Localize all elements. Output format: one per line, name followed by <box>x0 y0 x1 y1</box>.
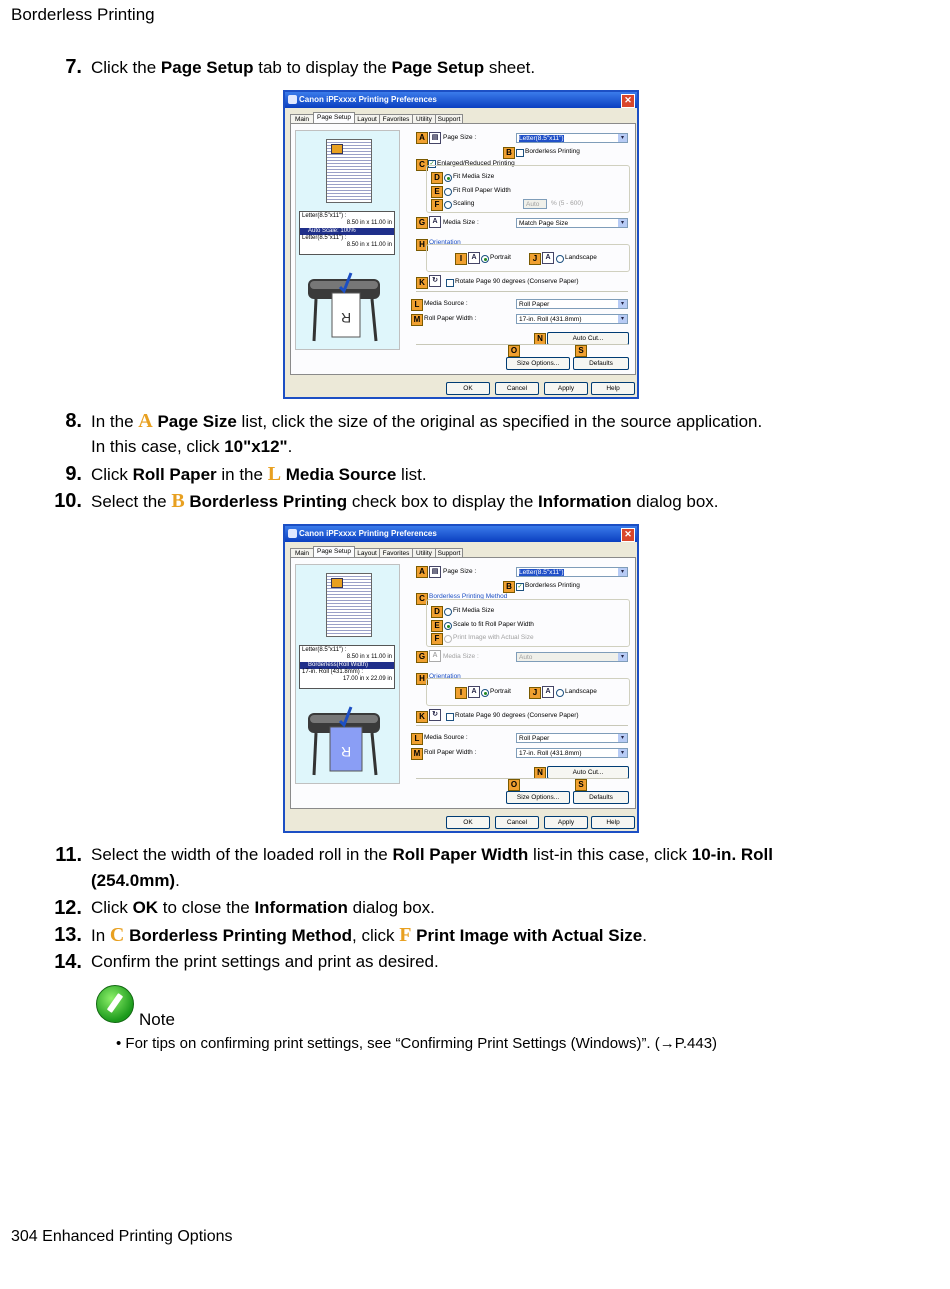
media-size-icon: A <box>429 650 441 662</box>
landscape-label: Landscape <box>565 254 597 261</box>
dialog-title: Canon iPFxxxx Printing Preferences <box>299 95 437 104</box>
help-button[interactable]: Help <box>591 382 635 395</box>
label-f-icon: F <box>431 199 443 211</box>
step-text: list-in this case, click <box>528 845 692 864</box>
label-c-icon: C <box>416 159 428 171</box>
step-text: dialog box. <box>631 492 719 511</box>
step-bold: Borderless Printing Method <box>124 926 352 945</box>
rotate-checkbox[interactable] <box>446 279 454 287</box>
label-l-icon: L <box>411 733 423 745</box>
step-number: 9. <box>65 463 82 485</box>
size-info-box <box>299 645 395 689</box>
step-bold: Borderless Printing <box>184 492 348 511</box>
actual-size-label: Print Image with Actual Size <box>453 634 534 641</box>
label-b-icon: B <box>503 147 515 159</box>
step-number: 14. <box>54 951 82 973</box>
step-text: tab to display the <box>253 58 392 77</box>
label-c-icon: C <box>416 593 428 605</box>
step-number: 8. <box>65 410 82 432</box>
printing-preferences-dialog-borderless <box>283 524 639 833</box>
size-line: 17.00 in x 22.09 in <box>342 676 392 683</box>
label-letter: C <box>109 924 125 946</box>
label-i-icon: I <box>455 687 467 699</box>
chevron-down-icon: ▾ <box>618 734 627 742</box>
printer-icon <box>288 529 297 538</box>
step-text: Select the width of the loaded roll in the <box>91 845 393 864</box>
chevron-down-icon: ▾ <box>618 315 627 323</box>
scaling-radio[interactable] <box>444 201 452 209</box>
printer-illustration <box>306 263 390 345</box>
step-text: dialog box. <box>347 898 435 917</box>
step-text: In the <box>91 412 139 431</box>
step-text: In this case, click <box>91 437 225 456</box>
size-options-button[interactable]: Size Options... <box>506 357 570 370</box>
preview-pane <box>295 564 400 784</box>
portrait-radio[interactable] <box>481 255 489 263</box>
ok-button[interactable]: OK <box>446 816 490 829</box>
size-line-highlight: Borderless(Roll Width) <box>300 662 394 669</box>
step-bold: Media Source <box>281 465 397 484</box>
size-options-button[interactable]: Size Options... <box>506 791 570 804</box>
page-footer: 304 Enhanced Printing Options <box>11 1228 233 1245</box>
scaling-input[interactable]: Auto <box>523 199 547 209</box>
defaults-button[interactable]: Defaults <box>573 357 629 370</box>
step-text: Confirm the print settings and print as desired. <box>91 952 439 971</box>
roll-width-select[interactable]: 17-in. Roll (431.8mm) ▾ <box>516 314 628 324</box>
roll-width-label: Roll Paper Width : <box>424 749 477 756</box>
printer-illustration <box>306 697 390 779</box>
step-bold: (254.0mm) <box>91 871 176 890</box>
orientation-label: Orientation <box>429 239 461 246</box>
step-text: Select the <box>91 492 172 511</box>
page-size-select[interactable]: Letter(8.5"x11") ▾ <box>516 133 628 143</box>
chevron-down-icon: ▾ <box>618 134 627 142</box>
landscape-radio[interactable] <box>556 255 564 263</box>
step-text: list, click the size of the original as specified in the source application. <box>236 412 763 431</box>
label-j-icon: J <box>529 687 541 699</box>
media-source-select[interactable]: Roll Paper ▾ <box>516 299 628 309</box>
tab-support[interactable]: Support <box>435 548 463 559</box>
page-size-label: Page Size : <box>443 568 477 575</box>
portrait-icon: A <box>468 686 480 698</box>
size-line: 8.50 in x 11.00 in <box>346 220 392 227</box>
tab-utility[interactable]: Utility <box>412 548 436 559</box>
orientation-label: Orientation <box>429 673 461 680</box>
step-bold: Information <box>254 898 348 917</box>
apply-button[interactable]: Apply <box>544 382 588 395</box>
label-g-icon: G <box>416 217 428 229</box>
label-n-icon: N <box>534 767 546 779</box>
chevron-down-icon: ▾ <box>618 219 627 227</box>
close-icon[interactable]: ✕ <box>621 94 635 108</box>
step-number: 7. <box>65 56 82 78</box>
page-preview-image <box>326 139 372 203</box>
ok-button[interactable]: OK <box>446 382 490 395</box>
step-bold: Roll Paper <box>132 465 217 484</box>
label-d-icon: D <box>431 172 443 184</box>
label-e-icon: E <box>431 186 443 198</box>
dialog-titlebar <box>285 92 637 108</box>
enlarged-reduced-checkbox[interactable]: ✓ <box>429 161 435 167</box>
landscape-radio[interactable] <box>556 689 564 697</box>
step-text: list. <box>396 465 427 484</box>
rotate-checkbox[interactable] <box>446 713 454 721</box>
step-text: Click <box>91 465 133 484</box>
step-bold: Page Setup <box>391 58 485 77</box>
note-text: • For tips on confirming print settings, see “Confirming Print Settings (Windows)”. (→P.443) <box>116 1035 718 1052</box>
tab-page-setup[interactable]: Page Setup <box>313 112 355 125</box>
media-source-label: Media Source : <box>424 734 468 741</box>
dialog-title: Canon iPFxxxx Printing Preferences <box>299 529 437 538</box>
landscape-label: Landscape <box>565 688 597 695</box>
step-bold: 10-in. Roll <box>691 845 773 864</box>
scaling-range: % (5 - 600) <box>551 200 584 207</box>
label-letter: L <box>267 463 282 485</box>
tab-layout[interactable]: Layout <box>354 114 380 125</box>
borderless-label: Borderless Printing <box>525 148 580 155</box>
media-size-select[interactable]: Match Page Size ▾ <box>516 218 628 228</box>
label-o-icon: O <box>508 779 520 791</box>
note-title: Note <box>139 1010 175 1029</box>
label-a-icon: A <box>416 132 428 144</box>
scale-roll-label: Scale to fit Roll Paper Width <box>453 621 534 628</box>
size-line: 17-in. Roll (431.8mm) : <box>302 668 364 675</box>
label-s-icon: S <box>575 779 587 791</box>
divider <box>416 778 628 779</box>
label-b-icon: B <box>503 581 515 593</box>
tab-page-setup[interactable]: Page Setup <box>313 546 355 559</box>
step-number: 10. <box>54 490 82 512</box>
media-size-icon: A <box>429 216 441 228</box>
page-setup-panel <box>290 123 636 375</box>
label-h-icon: H <box>416 673 428 685</box>
svg-text:R: R <box>340 310 352 326</box>
preview-pane <box>295 130 400 350</box>
step-bold: Information <box>538 492 632 511</box>
rotate-icon: ↻ <box>429 275 441 287</box>
defaults-button[interactable]: Defaults <box>573 791 629 804</box>
step-number: 13. <box>54 924 82 946</box>
scaling-label: Scaling <box>453 200 475 207</box>
media-source-select[interactable]: Roll Paper ▾ <box>516 733 628 743</box>
printer-icon <box>288 95 297 104</box>
page-size-label: Page Size : <box>443 134 477 141</box>
size-line: Letter(8.5"x11") : <box>302 213 347 219</box>
label-s-icon: S <box>575 345 587 357</box>
step-text: Click the <box>91 58 161 77</box>
media-source-label: Media Source : <box>424 300 468 307</box>
auto-cut-button[interactable]: Auto Cut... <box>547 766 629 779</box>
media-size-select[interactable]: Auto ▾ <box>516 652 628 662</box>
size-line: 8.50 in x 11.00 in <box>346 654 392 661</box>
step-text: check box to display the <box>347 492 539 511</box>
label-h-icon: H <box>416 239 428 251</box>
close-icon[interactable]: ✕ <box>621 528 635 542</box>
fit-roll-label: Fit Roll Paper Width <box>453 187 511 194</box>
apply-button[interactable]: Apply <box>544 816 588 829</box>
size-line-highlight: Auto Scale: 100% <box>300 228 394 235</box>
tab-layout[interactable]: Layout <box>354 548 380 559</box>
scale-roll-radio[interactable] <box>444 622 452 630</box>
roll-width-select[interactable]: 17-in. Roll (431.8mm) ▾ <box>516 748 628 758</box>
label-e-icon: E <box>431 620 443 632</box>
label-i-icon: I <box>455 253 467 265</box>
step-bold: Roll Paper Width <box>392 845 529 864</box>
divider <box>416 344 628 345</box>
svg-text:R: R <box>340 744 352 760</box>
step-text: Click <box>91 898 133 917</box>
label-d-icon: D <box>431 606 443 618</box>
step-text: sheet. <box>484 58 536 77</box>
landscape-icon: A <box>542 252 554 264</box>
step-text: . <box>642 926 647 945</box>
label-letter: B <box>171 490 185 512</box>
tab-favorites[interactable]: Favorites <box>379 114 413 125</box>
step-text: . <box>287 437 293 456</box>
label-l-icon: L <box>411 299 423 311</box>
label-o-icon: O <box>508 345 520 357</box>
borderless-checkbox[interactable] <box>516 149 524 157</box>
chevron-down-icon: ▾ <box>618 653 627 661</box>
fit-roll-radio[interactable] <box>444 188 452 196</box>
printing-preferences-dialog <box>283 90 639 399</box>
media-size-label: Media Size : <box>443 219 479 226</box>
step-bold: Page Setup <box>160 58 254 77</box>
fit-media-label: Fit Media Size <box>453 173 495 180</box>
label-n-icon: N <box>534 333 546 345</box>
divider <box>416 291 628 292</box>
step-number: 12. <box>54 897 82 919</box>
tab-support[interactable]: Support <box>435 114 463 125</box>
borderless-checkbox[interactable]: ✓ <box>517 584 523 590</box>
pencil-note-icon <box>96 985 134 1023</box>
fit-media-radio[interactable] <box>444 174 452 182</box>
size-line: Letter(8.5"x11") : <box>302 234 347 241</box>
label-letter: A <box>138 410 153 432</box>
page-preview-image <box>326 573 372 637</box>
size-line: 8.50 in x 11.00 in <box>346 242 392 249</box>
fit-media-radio[interactable] <box>444 608 452 616</box>
size-line: Letter(8.5"x11") : <box>302 647 347 653</box>
label-a-icon: A <box>416 566 428 578</box>
page-setup-panel <box>290 557 636 809</box>
roll-width-label: Roll Paper Width : <box>424 315 477 322</box>
portrait-radio[interactable] <box>481 689 489 697</box>
fit-media-label: Fit Media Size <box>453 607 495 614</box>
tab-main[interactable]: Main <box>290 114 314 125</box>
rotate-label: Rotate Page 90 degrees (Conserve Paper) <box>455 712 579 719</box>
tab-main[interactable]: Main <box>290 548 314 559</box>
label-k-icon: K <box>416 277 428 289</box>
page-size-icon: ▤ <box>429 132 441 144</box>
rotate-label: Rotate Page 90 degrees (Conserve Paper) <box>455 278 579 285</box>
chevron-down-icon: ▾ <box>618 568 627 576</box>
step-text: In <box>91 926 110 945</box>
label-f-icon: F <box>431 633 443 645</box>
label-j-icon: J <box>529 253 541 265</box>
landscape-icon: A <box>542 686 554 698</box>
portrait-label: Portrait <box>490 254 511 261</box>
label-m-icon: M <box>411 748 423 760</box>
borderless-label: Borderless Printing <box>525 582 580 589</box>
actual-size-radio[interactable] <box>444 635 452 643</box>
size-info-box <box>299 211 395 255</box>
step-bold: Page Size <box>152 412 237 431</box>
cancel-button[interactable]: Cancel <box>495 816 539 829</box>
dialog-titlebar <box>285 526 637 542</box>
portrait-label: Portrait <box>490 688 511 695</box>
divider <box>416 725 628 726</box>
step-bold: 10"x12" <box>224 437 288 456</box>
media-size-label: Media Size : <box>443 653 479 660</box>
chevron-down-icon: ▾ <box>618 300 627 308</box>
label-g-icon: G <box>416 651 428 663</box>
rotate-icon: ↻ <box>429 709 441 721</box>
enlarged-reduced-label: Enlarged/Reduced Printing <box>437 160 515 167</box>
portrait-icon: A <box>468 252 480 264</box>
cancel-button[interactable]: Cancel <box>495 382 539 395</box>
page-header: Borderless Printing <box>11 5 155 24</box>
step-number: 11. <box>55 844 82 866</box>
label-letter: F <box>399 924 412 946</box>
tab-favorites[interactable]: Favorites <box>379 548 413 559</box>
chevron-down-icon: ▾ <box>618 749 627 757</box>
page-size-select[interactable]: Letter(8.5"x11") ▾ <box>516 567 628 577</box>
auto-cut-button[interactable]: Auto Cut... <box>547 332 629 345</box>
step-text: in the <box>216 465 268 484</box>
label-m-icon: M <box>411 314 423 326</box>
step-text: . <box>175 871 180 890</box>
step-bold: Print Image with Actual Size <box>411 926 643 945</box>
step-text: to close the <box>158 898 255 917</box>
borderless-method-label: Borderless Printing Method <box>429 593 508 600</box>
page-size-icon: ▤ <box>429 566 441 578</box>
step-bold: OK <box>132 898 159 917</box>
tab-utility[interactable]: Utility <box>412 114 436 125</box>
label-k-icon: K <box>416 711 428 723</box>
step-text: , click <box>352 926 400 945</box>
help-button[interactable]: Help <box>591 816 635 829</box>
